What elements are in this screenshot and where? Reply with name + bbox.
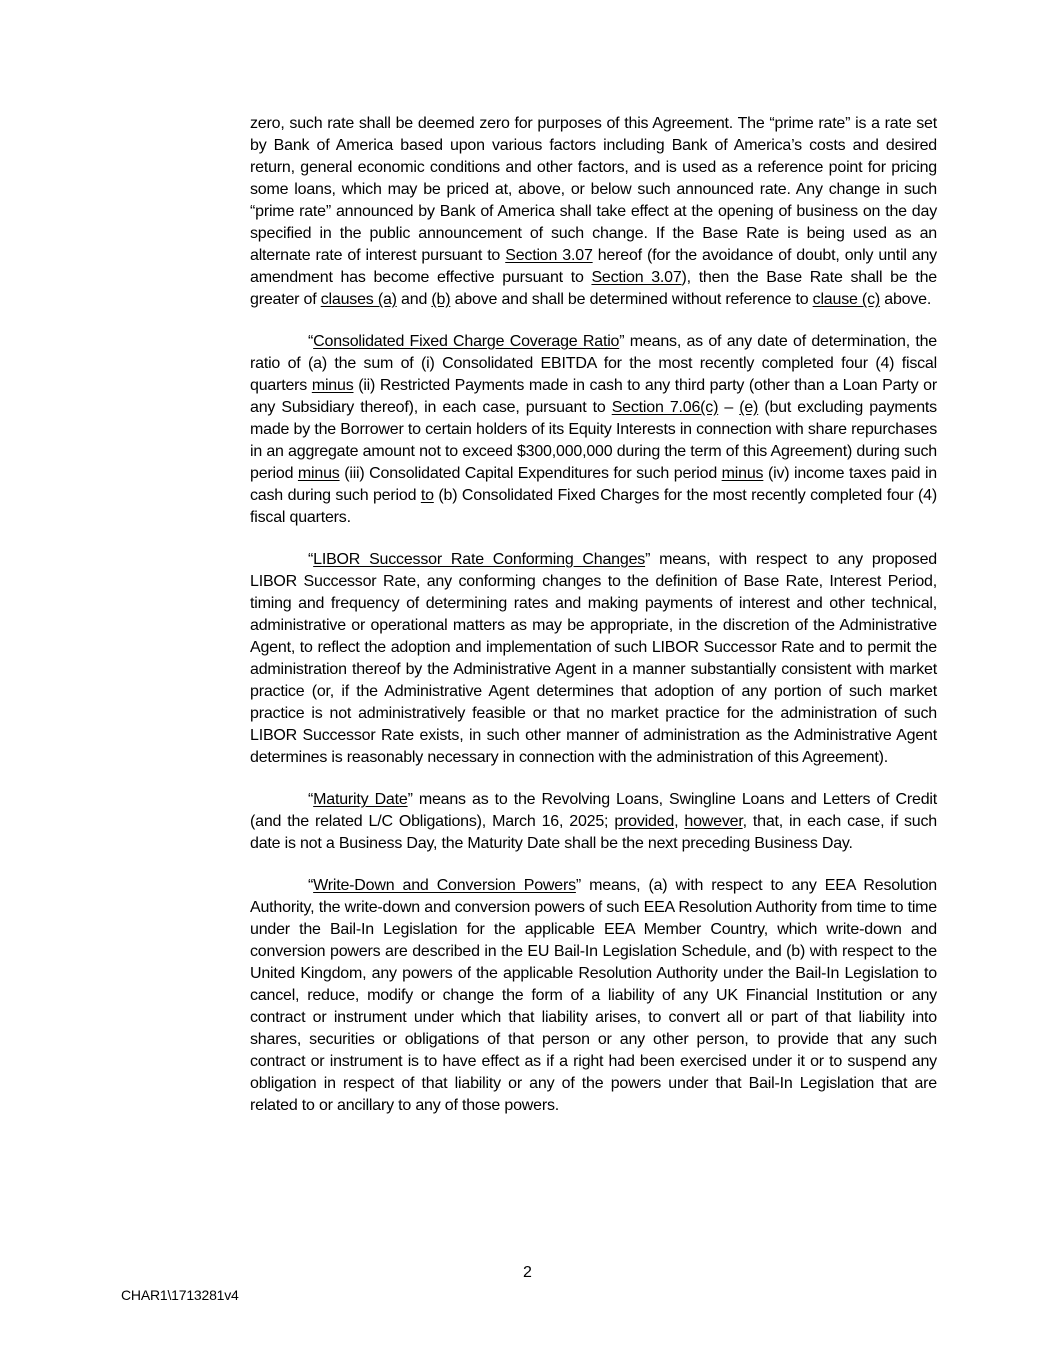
text-run: “	[308, 877, 314, 894]
text-run: (iii) Consolidated Capital Expenditures for such period	[339, 465, 722, 482]
underlined-term: (e)	[739, 399, 759, 416]
underlined-term: Write-Down and Conversion Powers	[313, 877, 576, 894]
underlined-term: clause (c)	[812, 291, 880, 308]
text-run: ” means, as of any date of determination, the ratio of (a) the sum of (i) Consolidated EBITDA for the most recently completed four (4) fiscal quarters	[250, 333, 937, 394]
underlined-term: to	[420, 487, 434, 504]
text-run: “	[308, 333, 314, 350]
text-run: (iv) income taxes paid in cash during such period	[250, 465, 937, 504]
underlined-term: Section 3.07	[505, 247, 593, 264]
text-run: “	[308, 551, 314, 568]
paragraph-prime-rate-continuation	[250, 113, 937, 311]
document-body	[250, 113, 937, 1137]
paragraph-consolidated-fixed-charge-coverage-ratio	[250, 331, 937, 529]
text-run: ” means, with respect to any proposed LIBOR Successor Rate, any conforming changes to the definition of Base Rate, Interest Period, timing and frequency of determining rates and making payments of interest and other technical, administrative or operational matters as may be appropriate, in the discretion of the Administrative Agent, to reflect the adoption and implementation of such LIBOR Successor Rate and to permit the administration thereof by the Administrative Agent in a manner substantially consistent with market practice (or, if the Administrative Agent determines that adoption of any portion of such market practice is not administratively feasible or that no market practice for the administration of such LIBOR Successor Rate exists, in such other manner of administration as the Administrative Agent determines is reasonably necessary in connection with the administration of this Agreement).	[250, 551, 937, 766]
underlined-term: Consolidated Fixed Charge Coverage Ratio	[313, 333, 620, 350]
underlined-term: provided	[614, 813, 675, 830]
text-run: (b) Consolidated Fixed Charges for the most recently completed four (4) fiscal quarters.	[250, 487, 938, 526]
paragraph-libor-successor-rate-conforming-changes	[250, 549, 937, 769]
text-run: ” means as to the Revolving Loans, Swingline Loans and Letters of Credit (and the related L/C Obligations), March 16, 2025;	[250, 791, 937, 830]
underlined-term: LIBOR Successor Rate Conforming Changes	[313, 551, 646, 568]
text-run: ” means, (a) with respect to any EEA Resolution Authority, the write-down and conversion powers of such EEA Resolution Authority from time to time under the Bail-In Legislation for the applicable EEA Member Country, which write-down and conversion powers are described in the EU Bail-In Legislation Schedule, and (b) with respect to the United Kingdom, any powers of the applicable Resolution Authority under the Bail-In Legislation to cancel, reduce, modify or change the form of a liability of any UK Financial Institution or any contract or instrument under which that liability arises, to convert all or part of that liability into shares, securities or obligations of that person or any other person, to provide that any such contract or instrument is to have effect as if a right had been exercised under it or to suspend any obligation in respect of that liability or any of the powers under that Bail-In Legislation that are related to or ancillary to any of those powers.	[250, 877, 938, 1114]
underlined-term: (b)	[431, 291, 451, 308]
text-run: hereof (for the avoidance of doubt, only until any amendment has become effective pursuant to	[250, 247, 937, 286]
paragraph-write-down-and-conversion-powers	[250, 875, 937, 1117]
underlined-term: Maturity Date	[313, 791, 408, 808]
text-run: –	[718, 399, 740, 416]
underlined-term: Section 7.06(c)	[611, 399, 719, 416]
underlined-term: minus	[311, 377, 354, 394]
text-run: zero, such rate shall be deemed zero for purposes of this Agreement. The “prime rate” is a rate set by Bank of America based upon various factors including Bank of America’s costs and desired return, general economic conditions and other factors, and is used as a reference point for pricing some loans, which may be priced at, above, or below such announced rate. Any change in such “prime rate” announced by Bank of America shall take effect at the opening of business on the day specified in the public announcement of such change. If the Base Rate is being used as an alternate rate of interest pursuant to	[250, 115, 937, 264]
document-id-stamp: CHAR1\1713281v4	[121, 1287, 239, 1303]
text-run: (ii) Restricted Payments made in cash to any third party (other than a Loan Party or any Subsidiary thereof), in each case, pursuant to	[250, 377, 938, 416]
underlined-term: Section 3.07	[591, 269, 682, 286]
underlined-term: minus	[721, 465, 764, 482]
paragraph-maturity-date	[250, 789, 937, 855]
text-run: ,	[674, 813, 685, 830]
text-run: ), then the Base Rate shall be the greater of	[250, 269, 937, 308]
text-run: “	[308, 791, 314, 808]
text-run: (but excluding payments made by the Borrower to certain holders of its Equity Interests in connection with share repurchases in an aggregate amount not to exceed $300,000,000 during the term of this Agreement) during such period	[250, 399, 937, 482]
text-run: above.	[880, 291, 932, 308]
underlined-term: however	[684, 813, 743, 830]
underlined-term: minus	[297, 465, 340, 482]
text-run: and	[396, 291, 432, 308]
text-run: above and shall be determined without reference to	[450, 291, 813, 308]
underlined-term: clauses (a)	[320, 291, 397, 308]
page-number: 2	[523, 1264, 532, 1281]
text-run: , that, in each case, if such date is not a Business Day, the Maturity Date shall be the next preceding Business Day.	[250, 813, 937, 852]
